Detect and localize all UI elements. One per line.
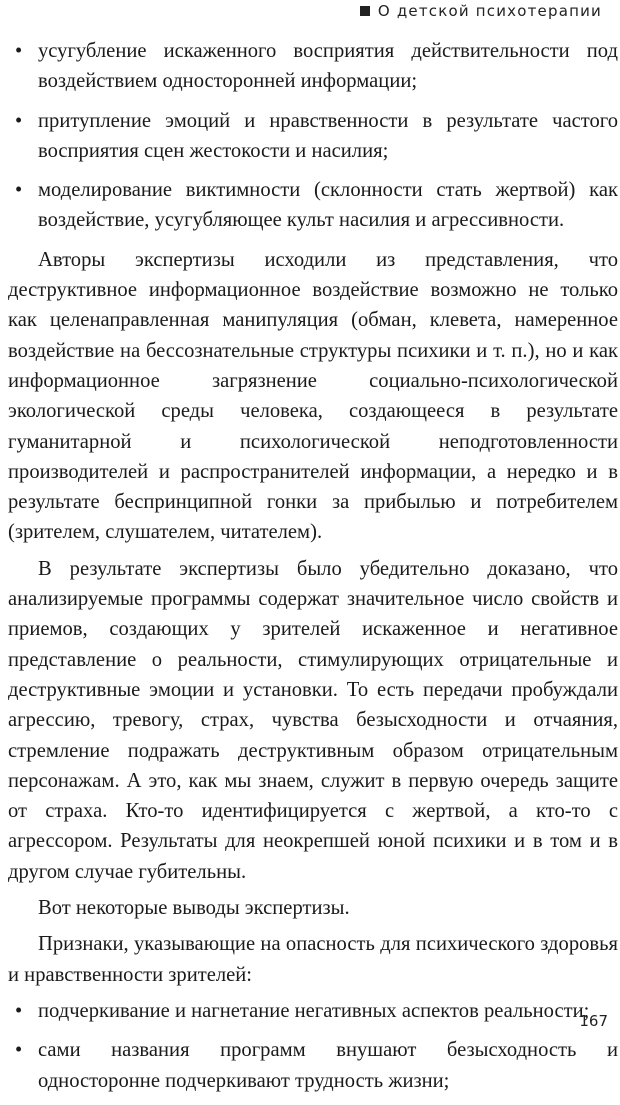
square-bullet-icon [360,6,370,16]
paragraph: Авторы экспертизы исходили из представления, что деструктивное информационное воздействие возможно не только как целенаправленная манипуляция (обман, клевета, намеренное воздействие на бессознательные структуры психики и т. п.), но и как информационное загрязнение социально-психологической экологической среды человека, создающееся в результате гуманитарной и психологической неподготовленности производителей и распространителей информации, а нередко и в результате беспринципной гонки за прибылью и потребителем (зрителем, слушателем, читателем). [8,248,618,544]
paragraph: В результате экспертизы было убедительно доказано, что анализируемые программы содержат значительное число свойств и приемов, создающих у зрителей искаженное и негативное представление о реальности, стимулирующих отрицательные и деструктивные эмоции и установки. То есть передачи пробуждали агрессию, тревогу, страх, чувства безысходности и отчаяния, стремление подражать деструктивным образом отрицательным персонажам. А это, как мы знаем, служит в первую очередь защите от страха. Кто-то идентифицируется с жертвой, а кто-то с агрессором. Результаты для неокрепшей юной психики и в том и в другом случае губительны. [8,557,618,883]
running-head [360,2,602,20]
list-item: • моделирование виктимности (склонности стать жертвой) как воздействие, усугубляющее культ насилия и агрессивности. [8,175,618,236]
paragraph: Признаки, указывающие на опасность для психического здоровья и нравственности зрителей: [8,933,618,986]
list-item: • подчеркивание и нагнетание негативных аспектов реальности; [8,996,618,1026]
body-text [8,36,618,1105]
list-item: • сами названия программ внушают безысходность и односторонне подчеркивают трудность жизни; [8,1035,618,1096]
list-item: • усугубление искаженного восприятия действительности под воздействием односторонней информации; [8,36,618,97]
running-head-text: О детской психотерапии [377,2,602,20]
page-number: 167 [579,1012,608,1030]
paragraph: Вот некоторые выводы экспертизы. [38,897,350,920]
list-item: • притупление эмоций и нравственности в результате частого восприятия сцен жестокости и насилия; [8,106,618,167]
